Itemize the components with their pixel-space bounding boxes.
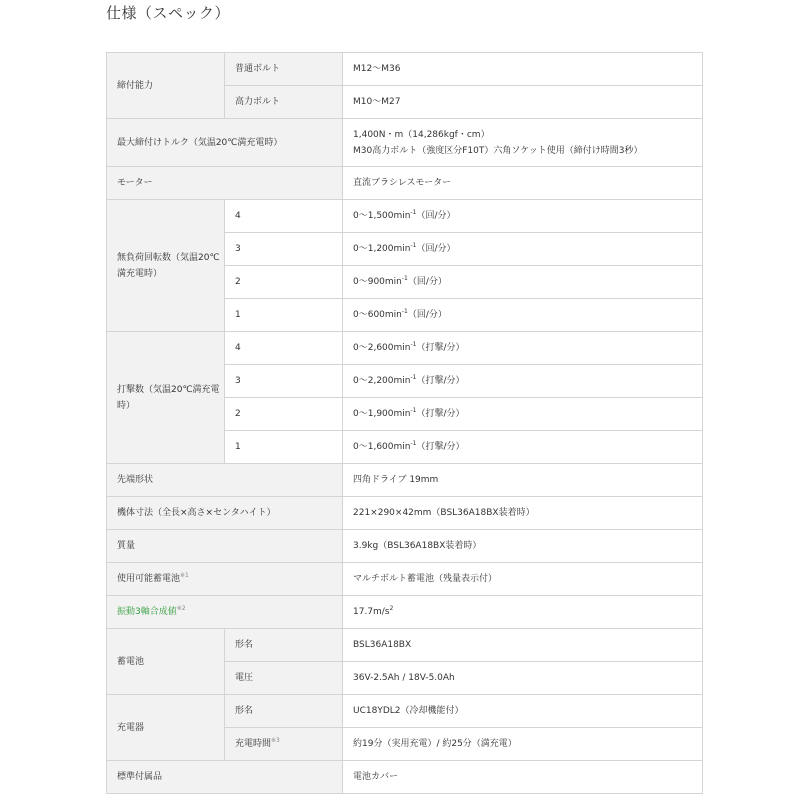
- mode-label: 4: [225, 332, 343, 365]
- value-battery-voltage: 36V-2.5Ah / 18V-5.0Ah: [343, 662, 703, 695]
- value-impact: $0\sim 1,600\min^{-1}$（打撃/分）: [343, 431, 703, 464]
- mode-label: 2: [225, 398, 343, 431]
- torque-line-2: M30高力ボルト（強度区分F10T）六角ソケット使用（締付け時間3秒）: [353, 145, 643, 156]
- row-label-fastening: 締付能力: [107, 53, 225, 119]
- table-row: [107, 53, 703, 86]
- sub-label-normal-bolt: 普通ボルト: [225, 53, 343, 86]
- table-row: [107, 497, 703, 530]
- value-motor: 直流ブラシレスモーター: [343, 167, 703, 200]
- value-vibration: $17.7m/s^2$: [343, 596, 703, 629]
- table-row: [107, 596, 703, 629]
- mode-label: 1: [225, 299, 343, 332]
- sub-label-charge-time: 充電時間$^{※3}$: [225, 728, 343, 761]
- table-row: [107, 563, 703, 596]
- table-row: [107, 464, 703, 497]
- value-no-load: $0\sim 1,500\min^{-1}$（回/分）: [343, 200, 703, 233]
- row-label-battery-usable: 使用可能蓄電池$^{※1}$: [107, 563, 343, 596]
- value-impact: $0\sim 1,900\min^{-1}$（打撃/分）: [343, 398, 703, 431]
- sub-label-charger-model: 形名: [225, 695, 343, 728]
- table-row: [107, 695, 703, 728]
- page-title: 仕様（スペック）: [106, 4, 231, 22]
- row-label-vibration[interactable]: [107, 596, 343, 629]
- row-label-battery: 蓄電池: [107, 629, 225, 695]
- value-high-bolt: M10～M27: [343, 86, 703, 119]
- row-label-torque: 最大締付けトルク（気温20℃満充電時）: [107, 119, 343, 167]
- row-label-tip: 先端形状: [107, 464, 343, 497]
- row-label-dimensions: 機体寸法（全長×高さ×センタハイト）: [107, 497, 343, 530]
- table-row: [107, 530, 703, 563]
- table-row: [107, 629, 703, 662]
- sub-label-battery-voltage: 電圧: [225, 662, 343, 695]
- table-row: [107, 119, 703, 167]
- row-label-accessories: 標準付属品: [107, 761, 343, 794]
- footnote-marker: ※3: [271, 737, 280, 744]
- sub-label-high-bolt: 高力ボルト: [225, 86, 343, 119]
- mode-label: 3: [225, 365, 343, 398]
- value-tip: 四角ドライブ 19mm: [343, 464, 703, 497]
- value-charge-time: 約19分（実用充電）/ 約25分（満充電）: [343, 728, 703, 761]
- footnote-marker: ※2: [176, 605, 186, 612]
- vibration-link[interactable]: 振動3軸合成値: [117, 607, 177, 617]
- row-label-no-load: 無負荷回転数（気温20℃満充電時）: [107, 200, 225, 332]
- value-torque: [343, 119, 703, 167]
- value-impact: $0\sim 2,200\min^{-1}$（打撃/分）: [343, 365, 703, 398]
- mode-label: 1: [225, 431, 343, 464]
- value-impact: $0\sim 2,600\min^{-1}$（打撃/分）: [343, 332, 703, 365]
- row-label-impact: 打撃数（気温20℃満充電時）: [107, 332, 225, 464]
- value-battery-model: BSL36A18BX: [343, 629, 703, 662]
- value-no-load: $0\sim 600\min^{-1}$（回/分）: [343, 299, 703, 332]
- row-label-charger: 充電器: [107, 695, 225, 761]
- mode-label: 4: [225, 200, 343, 233]
- value-no-load: $0\sim 1,200\min^{-1}$（回/分）: [343, 233, 703, 266]
- mode-label: 3: [225, 233, 343, 266]
- value-charger-model: UC18YDL2（冷却機能付）: [343, 695, 703, 728]
- torque-line-1: 1,400N・m（14,286kgf・cm）: [353, 129, 490, 140]
- table-row: [107, 200, 703, 233]
- sub-label-battery-model: 形名: [225, 629, 343, 662]
- value-accessories: 電池カバー: [343, 761, 703, 794]
- table-row: [107, 167, 703, 200]
- value-mass: 3.9kg（BSL36A18BX装着時）: [343, 530, 703, 563]
- table-row: [107, 761, 703, 794]
- value-dimensions: 221×290×42mm（BSL36A18BX装着時）: [343, 497, 703, 530]
- table-row: [107, 332, 703, 365]
- value-no-load: $0\sim 900\min^{-1}$（回/分）: [343, 266, 703, 299]
- value-normal-bolt: M12～M36: [343, 53, 703, 86]
- spec-table: [106, 52, 703, 794]
- mode-label: 2: [225, 266, 343, 299]
- footnote-marker: ※1: [180, 572, 189, 579]
- row-label-motor: モーター: [107, 167, 343, 200]
- value-battery-usable: マルチボルト蓄電池（残量表示付）: [343, 563, 703, 596]
- row-label-mass: 質量: [107, 530, 343, 563]
